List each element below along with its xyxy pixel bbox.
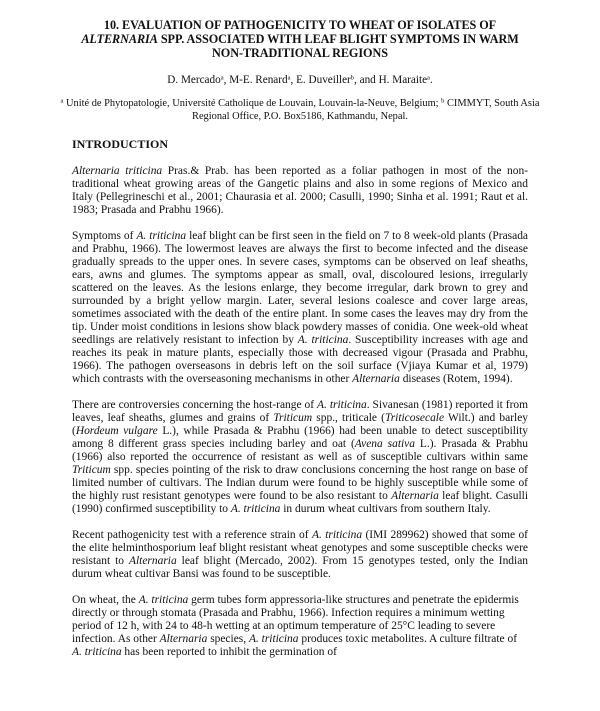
title-line-2: ALTERNARIA SPP. ASSOCIATED WITH LEAF BLIGHT SYMPTOMS IN WARM xyxy=(81,32,519,46)
paragraph-4: Recent pathogenicity test with a reference strain of A. triticina (IMI 289962) showed that some of the elite helminthosporium leaf blight resistant wheat genotypes and some susceptible checks were resistant to Alternaria leaf blight (Mercado, 2002). From 15 genotypes tested, only the Indian durum wheat cultivar Bansi was found to be susceptible. xyxy=(72,529,528,580)
affiliations: $^a$ Unité de Phytopatologie, Université Catholique de Louvain, Louvain-la-Neuve, Belgium; $^b$ CIMMYT, South Asia Regional Office, P.O. Box5186, Kathmandu, Nepal. xyxy=(60,97,540,122)
title-line-3: NON-TRADITIONAL REGIONS xyxy=(212,46,388,60)
author: E. Duveiller xyxy=(296,74,351,86)
author-list: D. Mercado$^a$, M-E. Renard$^a$, E. Duveiller$^b$, and H. Maraite$^a$. xyxy=(167,74,433,86)
author: D. Mercado xyxy=(167,74,221,86)
paragraph-3: There are controversies concerning the host-range of A. triticina. Sivanesan (1981) reported it from leaves, leaf sheaths, glumes and grains of Triticum spp., triticale (Triticosecale Wilt.) and barley (Hordeum vulgare L.), while Prasada & Prabhu (1966) had been unable to detect susceptibility among 8 different grass species including barley and oat (Avena sativa L.). Prasada & Prabhu (1966) also reported the occurrence of resistant as well as of susceptible cultivars within same Triticum spp. species pointing of the risk to draw conclusions concerning the host range on base of limited number of cultivars. The Indian durum were found to be highly susceptible while some of the highly rust resistant genotypes were found to be also resistant to Alternaria leaf blight. Casulli (1990) confirmed susceptibility to A. triticina in durum wheat cultivars from southern Italy. xyxy=(72,399,529,515)
paragraph-1: Alternaria triticina Pras.& Prab. has been reported as a foliar pathogen in most of the non-traditional wheat growing areas of the Gangetic plains and also in some regions of Mexico and Italy (Pellegrineschi et al., 2001; Chaurasia et al. 2000; Casulli, 1990; Sinha et al. 1991; Raut et al. 1983; Prasada and Prabhu 1966). xyxy=(72,165,528,216)
author: M-E. Renard xyxy=(229,74,288,86)
paragraph-2: Symptoms of A. triticina leaf blight can be first seen in the field on 7 to 8 week-old plants (Prasada and Prabhu, 1966). The lowermost leaves are always the first to become infected and the disease gradually spreads to the upper ones. In severe cases, symptoms can be observed on leaf sheaths, ears, awns and glumes. The symptoms appear as small, oval, discoloured lesions, irregularly scattered on the leaves. As the lesions enlarge, they become irregular, dark brown to grey and surrounded by a bright yellow margin. Later, several lesions coalesce and cover large areas, sometimes associated with the death of the entire plant. In some cases the leaves may dry from the tip. Under moist conditions in lesions show black powdery masses of conidia. One week-old wheat seedlings are relatively resistant to infection by A. triticina. Susceptibility increases with age and reaches its peak in mature plants, especially those with decreased vigour (Prasada and Prabhu, 1966). The pathogen overseasons in debris left on the soil surface (Vjiaya Kumar et al, 1979) which contrasts with the overseasoning mechanisms in other Alternaria diseases (Rotem, 1994). xyxy=(72,230,528,385)
paper-title xyxy=(52,18,548,60)
affiliation-a: Unité de Phytopatologie, Université Catholique de Louvain, Louvain-la-Neuve, Belgium; xyxy=(63,98,442,109)
paper-page xyxy=(60,0,540,670)
title-genus: ALTERNARIA xyxy=(81,32,158,46)
affiliation-b: CIMMYT, South Asia Regional Office, P.O. Box5186, Kathmandu, Nepal. xyxy=(192,98,540,122)
section-heading: INTRODUCTION xyxy=(72,137,169,151)
paragraph-5: On wheat, the A. triticina germ tubes form appressoria-like structures and penetrate the epidermis directly or through stomata (Prasada and Prabhu, 1966). Infection requires a minimum wetting period of 12 h, with 24 to 48-h wetting at an optimum temperature of 25°C leading to severe infection. As other Alternaria species, A. triticina produces toxic metabolites. A culture filtrate of A. triticina has been reported to inhibit the germination of xyxy=(72,594,519,658)
author: H. Maraite xyxy=(378,74,428,86)
title-line-1: 10. EVALUATION OF PATHOGENICITY TO WHEAT OF ISOLATES OF xyxy=(103,18,497,32)
